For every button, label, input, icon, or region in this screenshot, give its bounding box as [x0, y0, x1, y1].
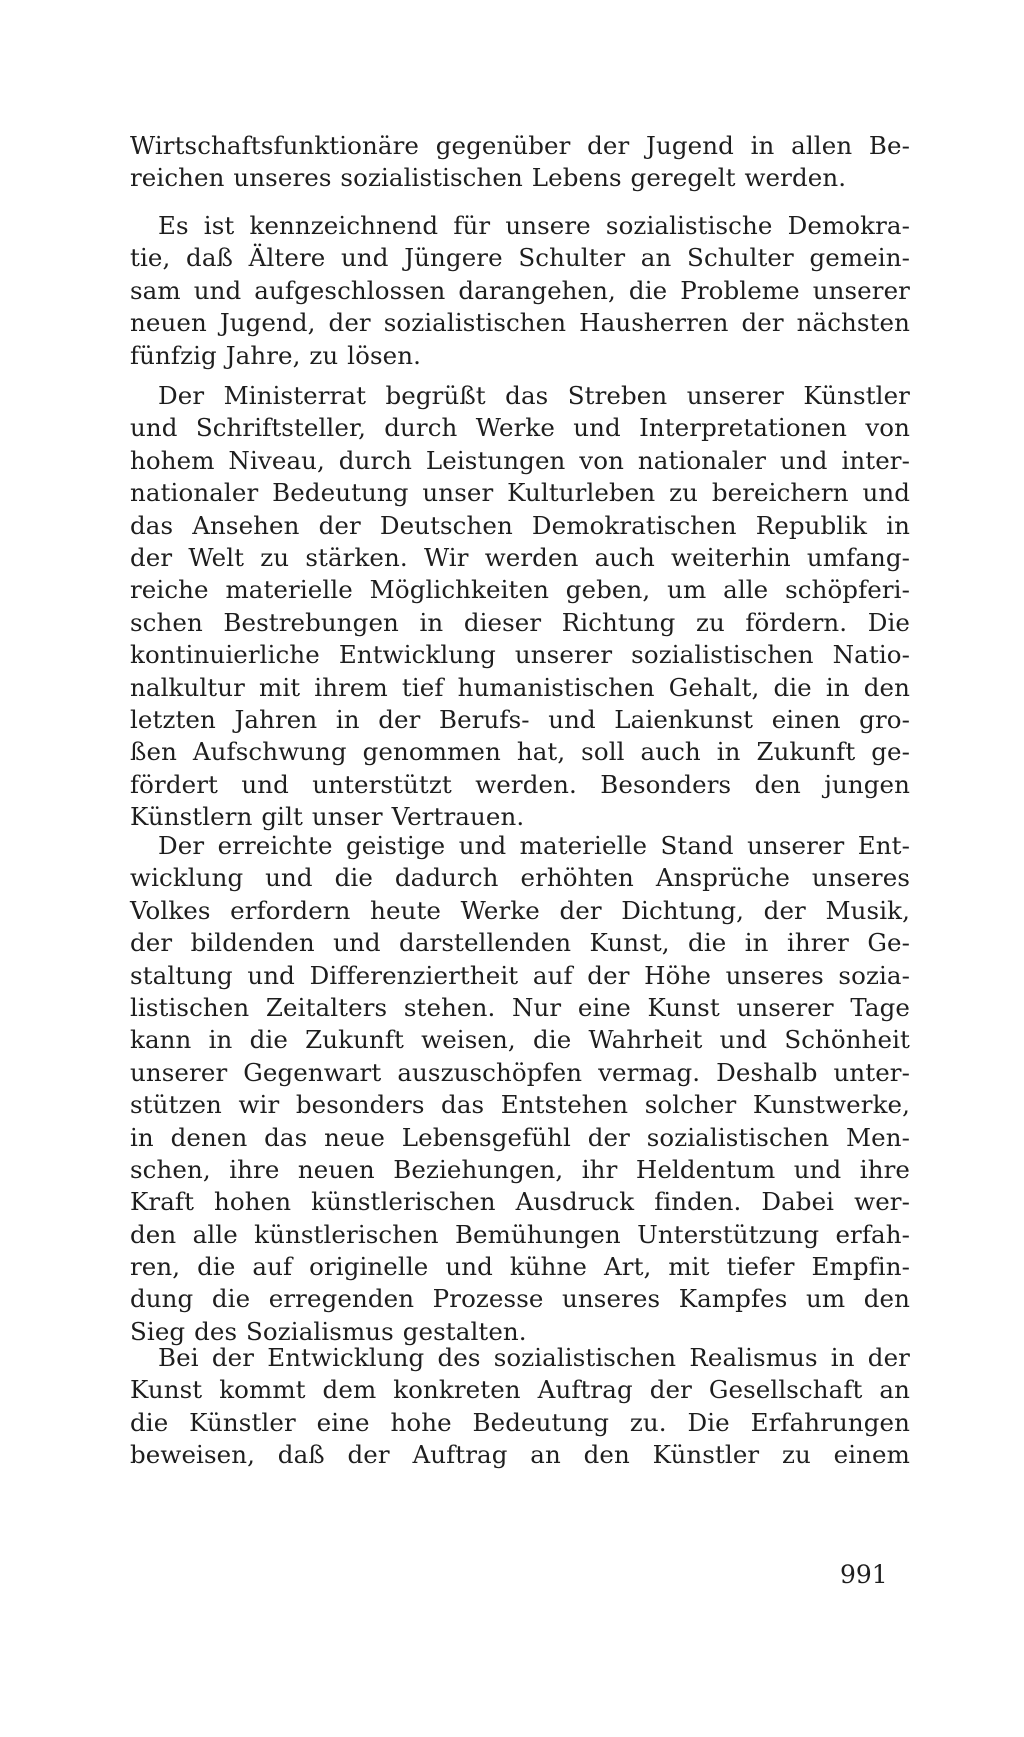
- text-line: neuen Jugend, der sozialistischen Hausherren der nächsten: [130, 308, 910, 338]
- text-line: staltung und Differenziertheit auf der Höhe unseres sozia-: [130, 960, 910, 990]
- text-line: kontinuierliche Entwicklung unserer sozialistischen Natio-: [130, 640, 910, 670]
- text-line: kann in die Zukunft weisen, die Wahrheit und Schönheit: [130, 1025, 910, 1055]
- text-line: unserer Gegenwart auszuschöpfen vermag. Deshalb unter-: [130, 1057, 910, 1087]
- text-line: Kunst kommt dem konkreten Auftrag der Gesellschaft an: [130, 1375, 910, 1405]
- text-line: Es ist kennzeichnend für unsere sozialistische Demokra-: [158, 211, 910, 240]
- paragraph-3: [130, 380, 910, 833]
- text-line: fördert und unterstützt werden. Besonders den jungen: [130, 769, 910, 799]
- text-line: reiche materielle Möglichkeiten geben, um alle schöpferi-: [130, 575, 910, 605]
- text-line: ßen Aufschwung genommen hat, soll auch in Zukunft ge-: [130, 737, 910, 767]
- text-line: der bildenden und darstellenden Kunst, die in ihrer Ge-: [130, 928, 910, 958]
- text-line: Sieg des Sozialismus gestalten.: [130, 1316, 527, 1346]
- text-line: reichen unseres sozialistischen Lebens geregelt werden.: [130, 163, 847, 193]
- paragraph-1: [130, 130, 910, 195]
- text-line: stützen wir besonders das Entstehen solcher Kunstwerke,: [130, 1090, 910, 1120]
- text-line: fünfzig Jahre, zu lösen.: [130, 340, 422, 370]
- paragraph-5: [130, 1342, 910, 1472]
- text-line: das Ansehen der Deutschen Demokratischen Republik in: [130, 510, 910, 540]
- text-line: hohem Niveau, durch Leistungen von nationaler und inter-: [130, 445, 910, 475]
- text-line: Volkes erfordern heute Werke der Dichtung, der Musik,: [130, 895, 910, 925]
- text-line: Bei der Entwicklung des sozialistischen Realismus in der: [158, 1343, 910, 1372]
- text-line: der Welt zu stärken. Wir werden auch weiterhin umfang-: [130, 542, 910, 572]
- text-line: sam und aufgeschlossen darangehen, die Probleme unserer: [130, 275, 910, 305]
- text-line: Kraft hohen künstlerischen Ausdruck finden. Dabei wer-: [130, 1187, 910, 1217]
- text-line: beweisen, daß der Auftrag an den Künstler zu einem: [130, 1440, 910, 1470]
- paragraph-4: [130, 830, 910, 1348]
- text-line: den alle künstlerischen Bemühungen Unterstützung erfah-: [130, 1219, 910, 1249]
- text-line: tie, daß Ältere und Jüngere Schulter an Schulter gemein-: [130, 243, 910, 273]
- text-line: wicklung und die dadurch erhöhten Ansprüche unseres: [130, 863, 910, 893]
- text-line: Wirtschaftsfunktionäre gegenüber der Jugend in allen Be-: [130, 131, 910, 160]
- text-line: nationaler Bedeutung unser Kulturleben zu bereichern und: [130, 478, 910, 508]
- paragraph-2: [130, 210, 910, 372]
- text-line: listischen Zeitalters stehen. Nur eine Kunst unserer Tage: [130, 992, 910, 1022]
- text-line: und Schriftsteller, durch Werke und Interpretationen von: [130, 413, 910, 443]
- text-line: Der Ministerrat begrüßt das Streben unserer Künstler: [158, 381, 910, 410]
- text-line: ren, die auf originelle und kühne Art, mit tiefer Empfin-: [130, 1252, 910, 1282]
- text-line: nalkultur mit ihrem tief humanistischen Gehalt, die in den: [130, 672, 910, 702]
- text-line: die Künstler eine hohe Bedeutung zu. Die Erfahrungen: [130, 1407, 910, 1437]
- text-line: schen, ihre neuen Beziehungen, ihr Heldentum und ihre: [130, 1154, 910, 1184]
- text-line: Der erreichte geistige und materielle Stand unserer Ent-: [158, 831, 910, 860]
- page-number: 991: [840, 1560, 888, 1589]
- text-line: Künstlern gilt unser Vertrauen.: [130, 802, 525, 832]
- text-line: letzten Jahren in der Berufs- und Laienkunst einen gro-: [130, 704, 910, 734]
- text-line: in denen das neue Lebensgefühl der sozialistischen Men-: [130, 1122, 910, 1152]
- text-line: dung die erregenden Prozesse unseres Kampfes um den: [130, 1284, 910, 1314]
- text-line: schen Bestrebungen in dieser Richtung zu fördern. Die: [130, 607, 910, 637]
